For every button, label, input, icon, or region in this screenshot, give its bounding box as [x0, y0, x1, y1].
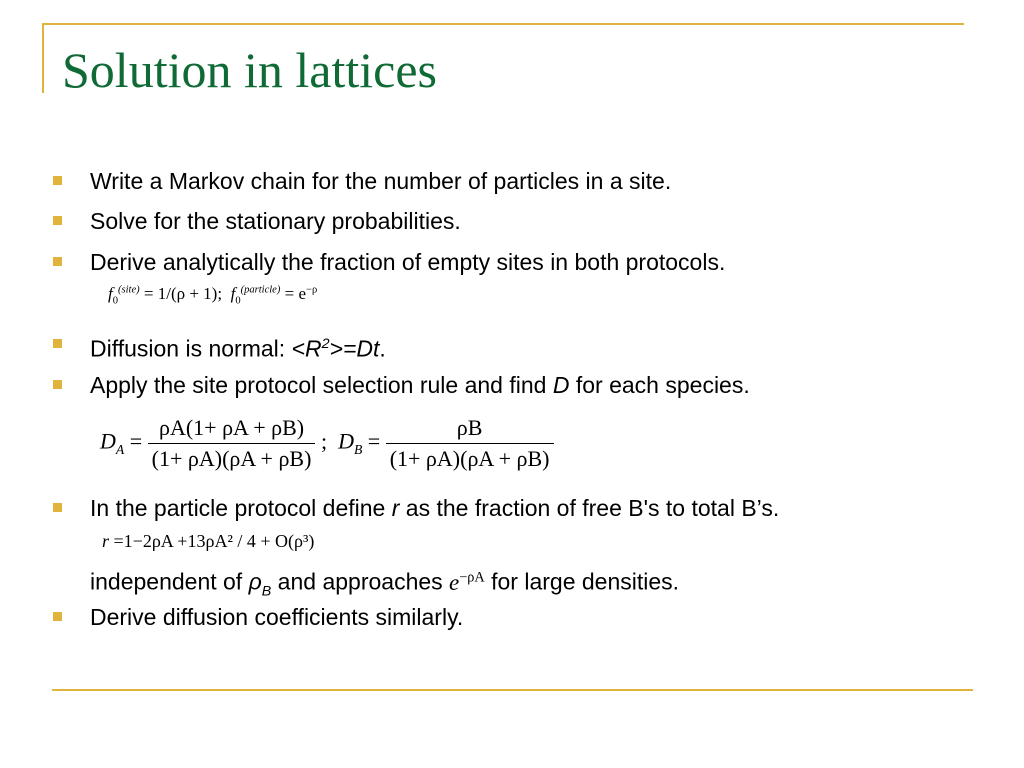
square-bullet-icon	[53, 216, 62, 225]
formula-empty-sites: $f_0^{(site)} = 1/(\rho + 1)$; $f_0^{(particle)} = e^{-\rho}$	[108, 284, 318, 307]
square-bullet-icon	[53, 503, 62, 512]
bullet-text: Derive analytically the fraction of empty sites in both protocols.	[90, 249, 726, 275]
bullet-item-site-protocol: Apply the site protocol selection rule and find D for each species.	[90, 370, 750, 400]
square-bullet-icon	[53, 257, 62, 266]
bullet-item-diffusion-normal: Diffusion is normal: $<R^2>=Dt$.	[90, 329, 386, 364]
bullet-item-empty-sites	[90, 247, 725, 277]
bottom-rule	[52, 689, 973, 691]
bullet-item-derive-coefficients: Derive diffusion coefficients similarly.	[90, 602, 463, 632]
bullet-text: Solve for the stationary probabilities.	[90, 208, 461, 234]
bullet-item-stationary	[90, 206, 461, 236]
bullet-continuation-independent: independent of $\rho_B$ and approaches $e^{-\rho A}$ for large densities.	[90, 568, 680, 600]
slide-title: Solution in lattices	[62, 42, 437, 98]
left-rule	[42, 23, 44, 93]
fraction-db: $\frac{\rho B}{(1+ \rho A)(\rho A + \rho B)}$	[386, 415, 554, 472]
formula-diffusion-coefficients: $D_A$ = $\frac{\rho A(1+ \rho A + \rho B)}{(1+ \rho A)(\rho A + \rho B)}$ ; $D_B$ = $\frac{\rho B}{(1+ \rho A)(\rho A + \rho B)}$	[100, 415, 554, 472]
top-rule	[42, 23, 964, 25]
fraction-da: $\frac{\rho A(1+ \rho A + \rho B)}{(1+ \rho A)(\rho A + \rho B)}$	[148, 415, 316, 472]
bullet-text: Write a Markov chain for the number of particles in a site.	[90, 168, 672, 194]
square-bullet-icon	[53, 612, 62, 621]
square-bullet-icon	[53, 339, 62, 348]
square-bullet-icon	[53, 380, 62, 389]
bullet-item-markov-chain	[90, 166, 671, 196]
formula-exp-rho-a: $e^{-\rho A}$	[449, 569, 485, 595]
bullet-item-particle-protocol: In the particle protocol define r as the fraction of free B's to total B’s.	[90, 493, 779, 523]
formula-r-expansion: r =1−2ρA +13ρA² / 4 + O(ρ³)	[102, 531, 315, 551]
square-bullet-icon	[53, 176, 62, 185]
